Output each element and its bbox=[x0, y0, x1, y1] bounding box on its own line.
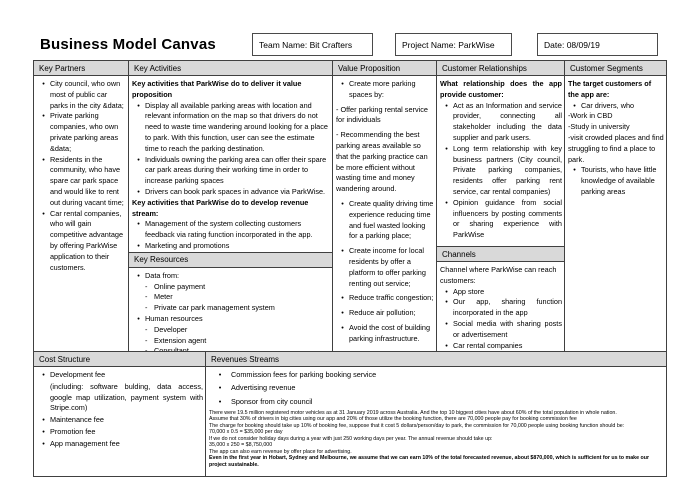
customer-segments-content bbox=[565, 76, 666, 351]
list-item: • Create income for local residents by offer a platform to offer parking renting out service; bbox=[336, 246, 434, 289]
key-resources-content bbox=[129, 268, 332, 357]
list-item: • Car drivers, who bbox=[568, 101, 664, 112]
section-revenue-streams bbox=[206, 352, 666, 476]
list-item: • App store bbox=[440, 287, 562, 298]
section-key-partners bbox=[34, 61, 129, 351]
list-item: -visit crowded places and find struggling to find a place to park. bbox=[568, 132, 664, 164]
date-value: 08/09/19 bbox=[566, 40, 600, 50]
section-heading: Key activities that ParkWise do to deliver it value proposition bbox=[132, 79, 302, 99]
list-item: • Car rental companies bbox=[440, 341, 562, 352]
list-item: • Sponsor from city council bbox=[209, 397, 664, 408]
list-item: • Private parking companies, who own private parking areas &data; bbox=[37, 111, 126, 154]
canvas-grid bbox=[33, 60, 667, 352]
note-line: The app can also earn revenue by offer place for advertising. bbox=[209, 448, 352, 455]
cost-revenue-grid bbox=[33, 351, 667, 477]
section-header-key-activities: Key Activities bbox=[129, 61, 332, 76]
section-customer-relationships bbox=[437, 61, 565, 351]
list-item: • Avoid the cost of building parking infrastructure. bbox=[336, 323, 434, 345]
note-line: Assume that 30% of drivers in big cities using our app and 20% of those utilize the booking function, there are 70,000 people pay for booking commission fee bbox=[209, 416, 577, 423]
list-item: • Data from: bbox=[132, 271, 330, 282]
note-line-conclusion: Even in the first year in Hobart, Sydney and Melbourne, we assume that we can earn 10% of the total forecasted revenue, about $870,000, which is sufficient for us to make our project sustainable. bbox=[209, 455, 650, 468]
list-item: • Display all available parking areas with location and relevant information on the map so that drivers do not need to waste time wandering around looking for a place to park. With this function, user can see the estimate time to reach the parking destination. bbox=[132, 101, 330, 155]
section-header-key-resources: Key Resources bbox=[129, 252, 332, 268]
page-title: Business Model Canvas bbox=[40, 36, 216, 53]
list-item: -Study in university bbox=[568, 122, 630, 132]
note-line: The charge for booking should take up 10% of booking fee, suppose that it cost 5 dollars/person/day to park, the commission for 70,000 people using booking function should be: bbox=[209, 422, 625, 429]
list-item: • Tourists, who have little knowledge of available parking areas bbox=[568, 165, 664, 197]
note-line: 35,000 x 250 = $8,750,000 bbox=[209, 442, 273, 449]
list-item: • Management of the system collecting customers feedback via rating function incorporated in the app. bbox=[132, 219, 330, 241]
list-item: • Social media with sharing posts or advertisement bbox=[440, 319, 562, 341]
list-item: • Reduce traffic congestion; bbox=[336, 293, 434, 304]
cost-structure-content bbox=[34, 367, 205, 476]
customer-relationships-content bbox=[437, 76, 564, 246]
list-item: • City council, who own most of public car parks in the city &data; bbox=[37, 79, 126, 111]
section-header-revenue-streams: Revenues Streams bbox=[206, 352, 666, 367]
list-item: • App management fee bbox=[37, 439, 203, 450]
list-item: • Development fee bbox=[37, 370, 203, 381]
list-item: • Residents in the community, who have spare car park space and would like to rent out during vacant time; bbox=[37, 155, 126, 209]
list-item: • Maintenance fee bbox=[37, 415, 203, 426]
list-item: • Car rental companies, who will gain competitive advantage by offering ParkWise application to their customers. bbox=[37, 209, 126, 274]
value-proposition-content bbox=[333, 76, 436, 351]
list-item: • Marketing and promotions bbox=[132, 241, 330, 252]
list-item: - Recommending the best parking areas available so that the parking practice can be more efficient without wasting time and money wandering around. bbox=[336, 130, 428, 194]
list-item: • Opinion guidance from social influencers by posting comments or sharing experience with ParkWise bbox=[440, 198, 562, 241]
list-item: - Online payment bbox=[132, 282, 330, 293]
team-name-box bbox=[252, 33, 373, 56]
project-name-label: Project Name: bbox=[402, 40, 456, 50]
list-item: • Act as an Information and service provider, connecting all stakeholder including the data supplier and park users. bbox=[440, 101, 562, 144]
section-cost-structure bbox=[34, 352, 206, 476]
list-item: • Commission fees for parking booking service bbox=[209, 370, 664, 381]
list-item: • Individuals owning the parking area can offer their spare car park areas during their working time in order to increase parking spaces bbox=[132, 155, 330, 187]
section-header-cost-structure: Cost Structure bbox=[34, 352, 205, 367]
project-name-value: ParkWise bbox=[458, 40, 495, 50]
note-line: If we do not consider holiday days during a year with just 250 working days per year. The annual revenue should take up: bbox=[209, 435, 493, 442]
section-header-channels: Channels bbox=[437, 246, 564, 262]
team-name-label: Team Name: bbox=[259, 40, 308, 50]
section-header-customer-relationships: Customer Relationships bbox=[437, 61, 564, 76]
key-activities-content bbox=[129, 76, 332, 252]
list-item: • Long term relationship with key business partners (City council, Private parking companies, residents offer parking rent service, car rental companies) bbox=[440, 144, 562, 198]
list-item: • Advertising revenue bbox=[209, 383, 664, 394]
list-item: (including: software bulding, data access, google map utilization, payment system with Stripe.com) bbox=[50, 381, 203, 413]
section-heading: What relationship does the app provide customer: bbox=[440, 79, 562, 99]
section-header-value-proposition: Value Proposition bbox=[333, 61, 436, 76]
section-heading: The target customers of the app are: bbox=[568, 79, 652, 99]
revenue-streams-list bbox=[209, 370, 664, 407]
list-item: -Work in CBD bbox=[568, 111, 613, 121]
list-item: - Developer bbox=[132, 325, 330, 336]
channels-content bbox=[437, 262, 564, 362]
list-item: • Human resources bbox=[132, 314, 330, 325]
date-box bbox=[537, 33, 658, 56]
section-heading: Channel where ParkWise can reach customers: bbox=[440, 265, 557, 285]
key-partners-content bbox=[34, 76, 128, 351]
section-header-key-partners: Key Partners bbox=[34, 61, 128, 76]
list-item: • Our app, sharing function incorporated in the app bbox=[440, 297, 562, 319]
list-item: - Private car park management system bbox=[132, 303, 330, 314]
project-name-box bbox=[395, 33, 512, 56]
note-line: 70,000 x 0.5 = $35,000 per day bbox=[209, 429, 283, 436]
section-key-activities bbox=[129, 61, 333, 351]
date-label: Date: bbox=[544, 40, 565, 50]
section-heading: Key activities that ParkWise do to develop revenue stream: bbox=[132, 197, 309, 218]
section-header-customer-segments: Customer Segments bbox=[565, 61, 666, 76]
list-item: - Offer parking rental service for individuals bbox=[336, 104, 428, 125]
list-item: • Create more parking spaces by: bbox=[336, 79, 434, 101]
list-item: • Create quality driving time experience reducing time and fuel wasted looking for a parking place; bbox=[336, 199, 434, 242]
team-name-value: Bit Crafters bbox=[309, 40, 353, 50]
note-line: There were 19.5 million registered motor vehicles as at 31 January 2019 across Australia. And the top 10 biggest cities have about 60% of the total population in whole nation. bbox=[209, 409, 617, 416]
revenue-calculation-notes bbox=[209, 410, 664, 468]
list-item: • Reduce air pollution; bbox=[336, 308, 434, 319]
section-customer-segments bbox=[565, 61, 666, 351]
list-item: - Meter bbox=[132, 292, 330, 303]
section-value-proposition bbox=[333, 61, 437, 351]
list-item: - Extension agent bbox=[132, 336, 330, 347]
revenue-streams-content bbox=[206, 367, 666, 476]
list-item: • Drivers can book park spaces in advance via ParkWise. bbox=[132, 187, 330, 198]
list-item: • Promotion fee bbox=[37, 427, 203, 438]
